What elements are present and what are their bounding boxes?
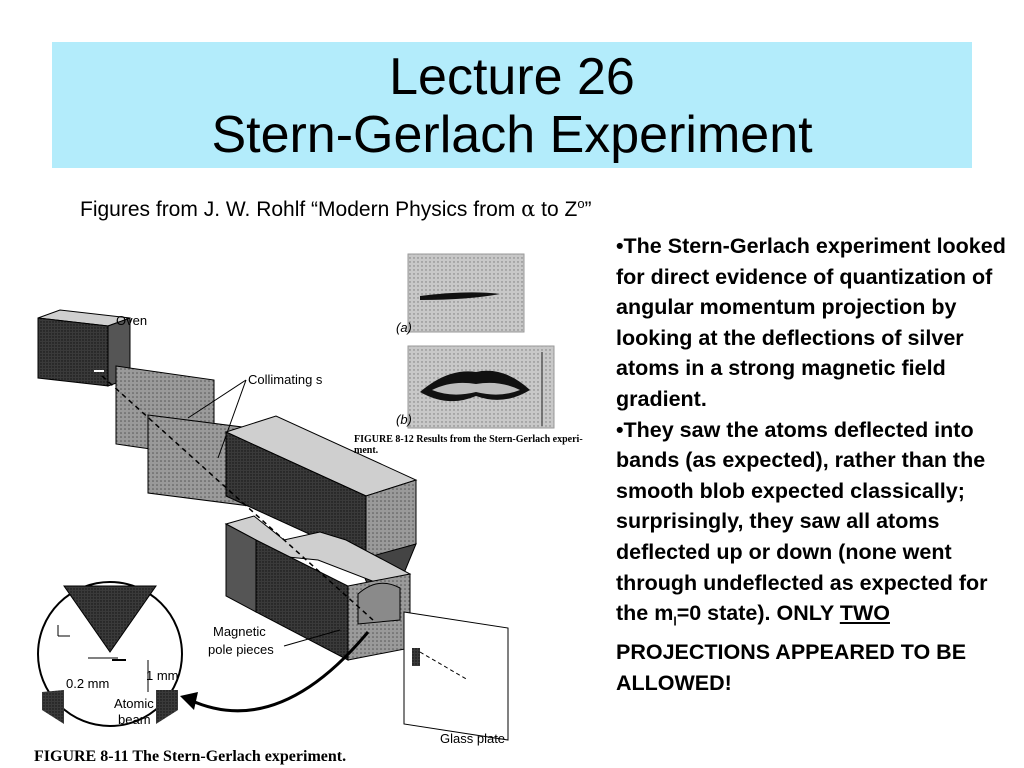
figure-8-12-caption-2: ment.: [354, 445, 379, 456]
figure-8-11-caption: FIGURE 8-11 The Stern-Gerlach experiment.: [34, 748, 347, 765]
inset-1mm-label: 1 mm: [146, 668, 179, 683]
panel-a-label: (a): [396, 320, 412, 335]
title-banner: [52, 42, 972, 168]
panel-b-label: (b): [396, 412, 412, 427]
emphasis-two: TWO: [839, 601, 890, 626]
atomic-label-1: Atomic: [114, 696, 154, 711]
inset-02mm-label: 0.2 mm: [66, 676, 110, 691]
glass-plate-label: Glass plate: [440, 731, 506, 746]
figure-8-12-caption-1: FIGURE 8-12 Results from the Stern-Gerlach experi-: [354, 434, 583, 445]
result-photo-a: [408, 254, 524, 332]
bullet-2: •They saw the atoms deflected into bands (as expected), rather than the smooth blob expected classically; surprisingly, they saw all atoms deflected up or down (none went through undeflected as expected for the $m_l=0$ state). ONLY TWO PROJECTIONS APPEARED TO BE ALLOWED!: [616, 417, 988, 695]
result-photo-b: [408, 346, 554, 428]
source-citation: Figures from J. W. Rohlf “Modern Physics from α to $Z^o$”: [80, 196, 592, 221]
title-line-2: Stern-Gerlach Experiment: [211, 106, 813, 164]
magnetic-label-2: pole pieces: [208, 642, 274, 657]
glass-plate: [404, 612, 508, 740]
atomic-label-2: beam: [118, 712, 151, 727]
collimating-label: Collimating s: [248, 372, 323, 387]
alpha-symbol: α: [521, 197, 536, 221]
title-line-1: Lecture 26: [389, 48, 635, 106]
bullet-1: •The Stern-Gerlach experiment looked for direct evidence of quantization of angular momentum projection by looking at the deflections of silver atoms in a strong magnetic field gradient.: [616, 234, 1006, 411]
stern-gerlach-figure: [28, 240, 608, 768]
inset-circle: [38, 582, 182, 726]
magnetic-label-1: Magnetic: [213, 624, 266, 639]
bullet-list: [616, 231, 1012, 698]
oven-label: Oven: [116, 313, 148, 328]
